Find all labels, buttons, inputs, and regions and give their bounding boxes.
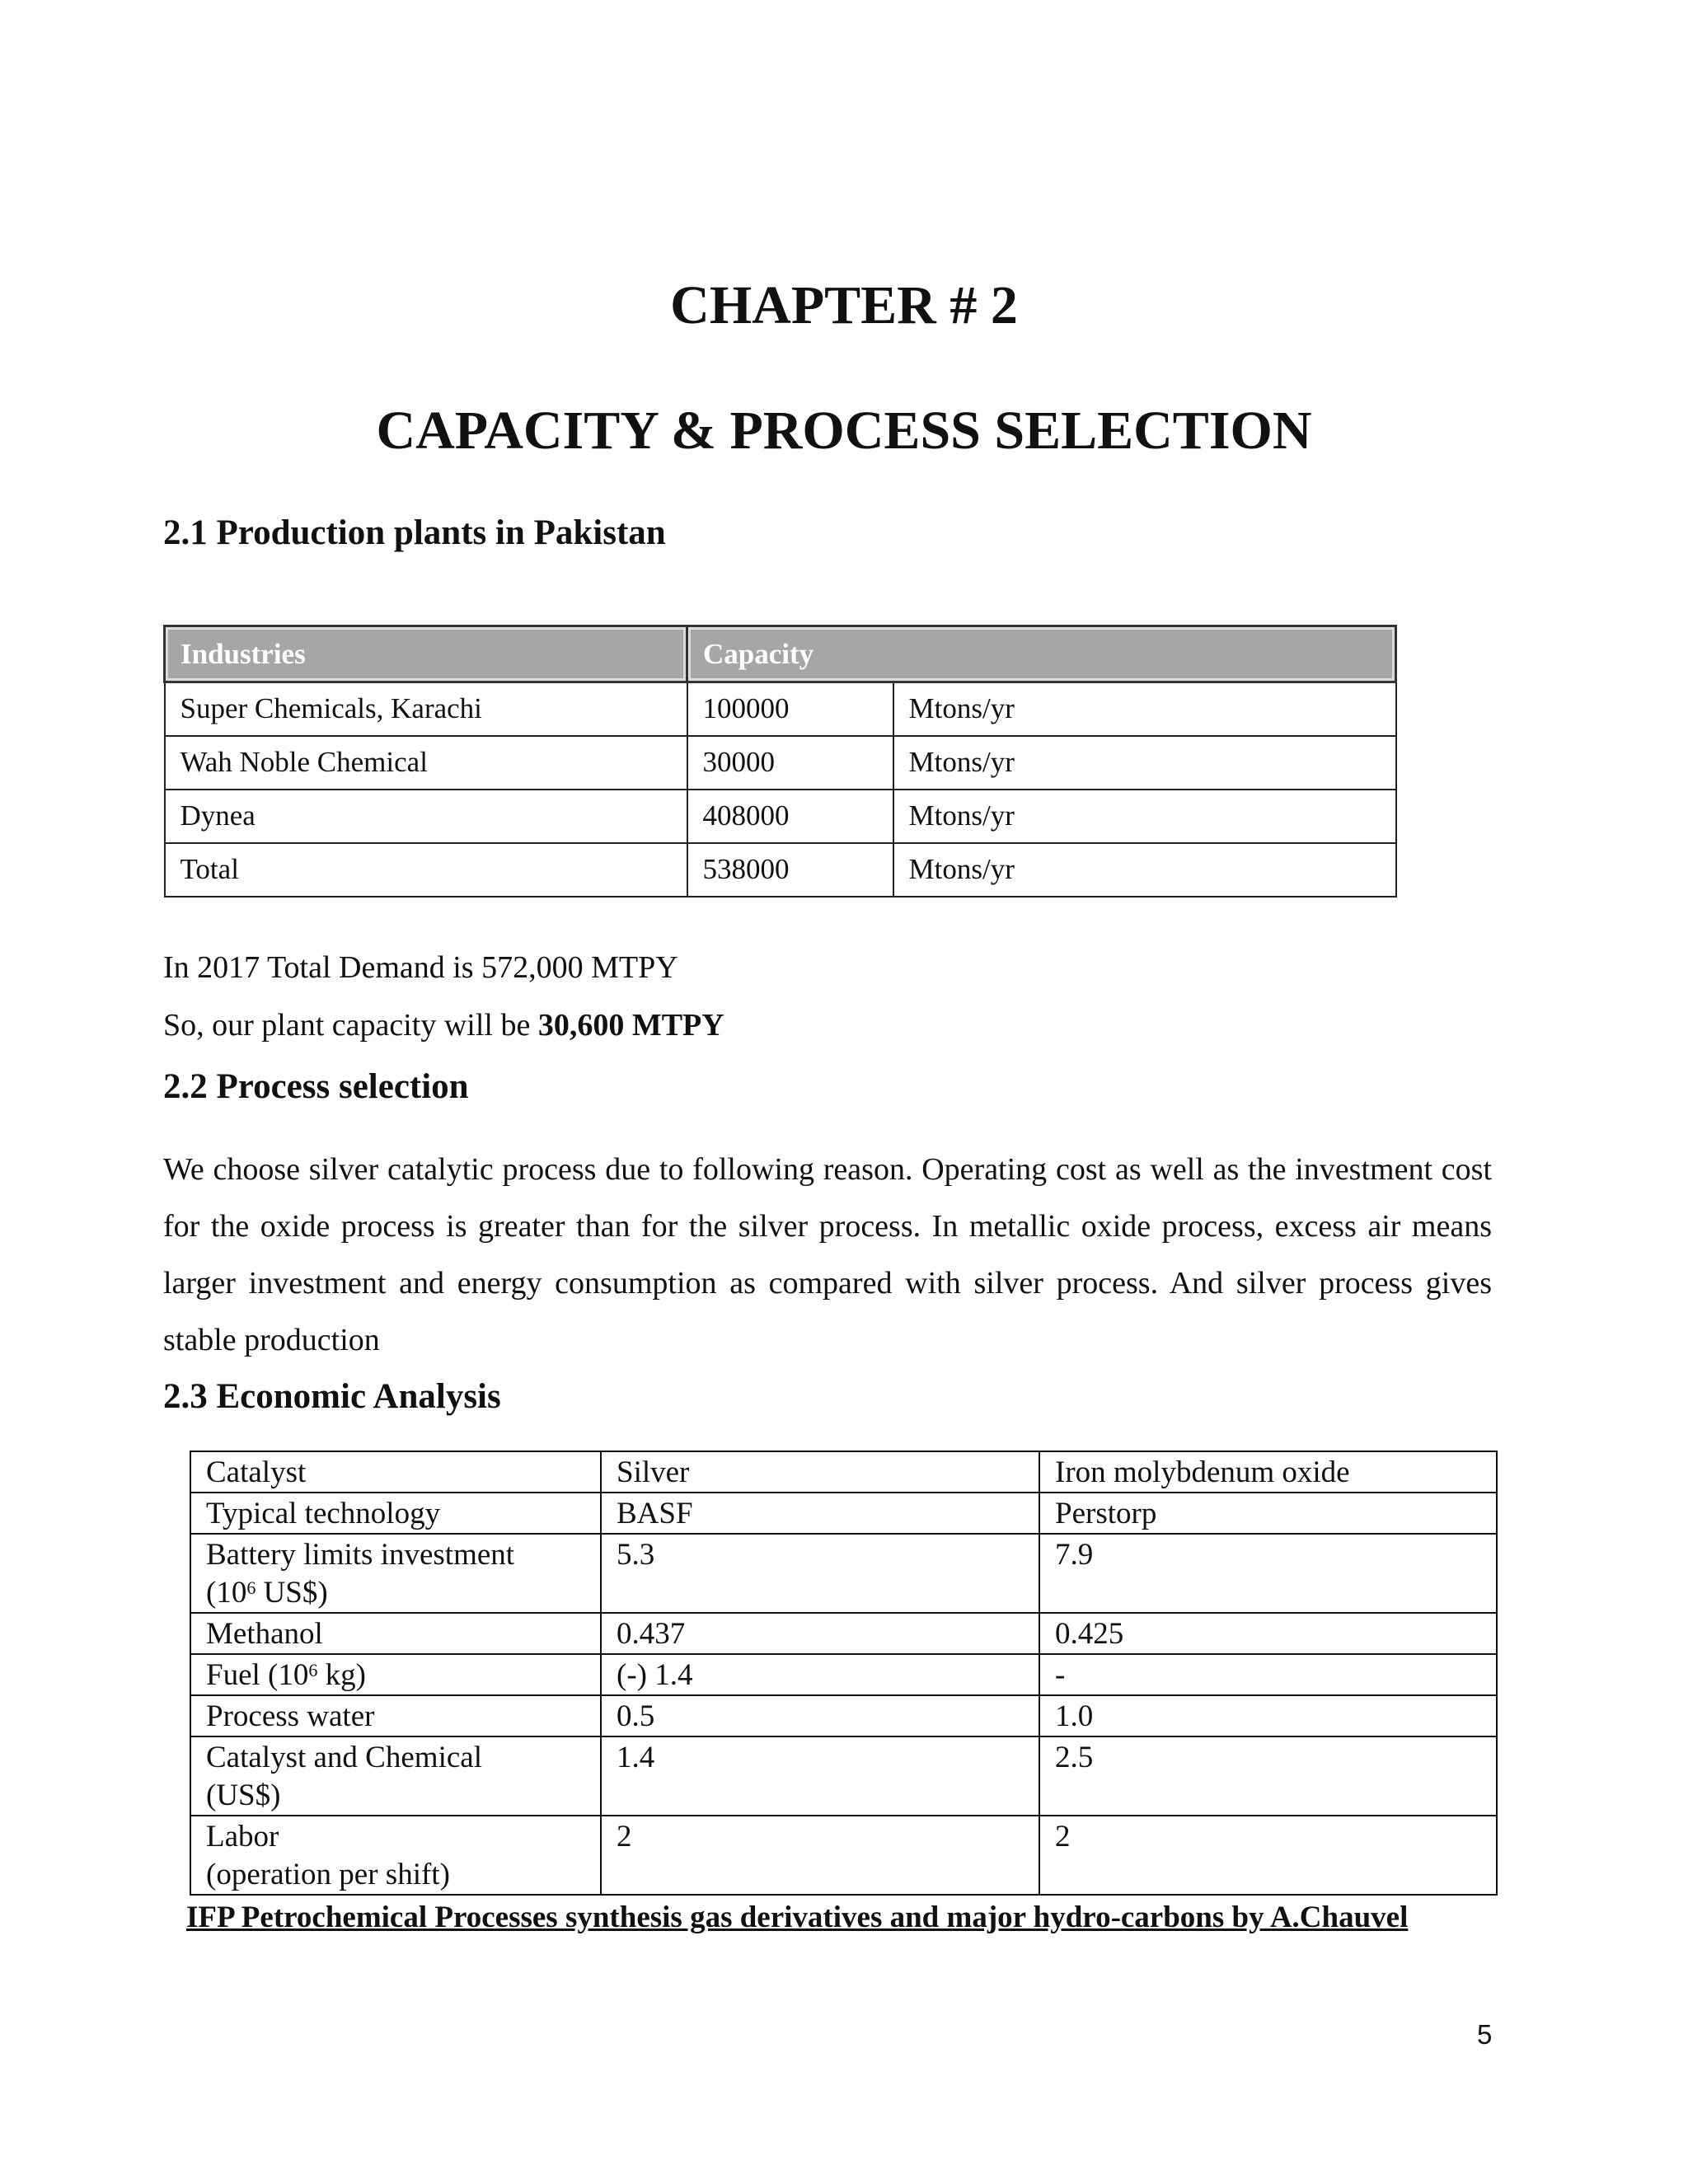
chapter-title: CAPACITY & PROCESS SELECTION <box>376 401 1312 461</box>
silver-cell: 5.3 <box>601 1534 1039 1613</box>
label-cell: Typical technology <box>190 1493 601 1534</box>
table-row <box>190 1654 1497 1695</box>
unit-cell: Mtons/yr <box>893 790 1396 843</box>
label-paren: (10 <box>206 1576 247 1610</box>
capacity-cell: 538000 <box>687 843 893 897</box>
reference-citation: IFP Petrochemical Processes synthesis gas derivatives and major hydro-carbons by A.Chauvel <box>186 1900 1409 1934</box>
silver-cell: 0.5 <box>601 1695 1039 1736</box>
exponent: 6 <box>246 1577 256 1598</box>
label-cell: Process water <box>190 1695 601 1736</box>
unit-cell: Mtons/yr <box>893 682 1396 736</box>
label-cell <box>190 1736 601 1816</box>
table-row <box>190 1816 1497 1895</box>
label-unit: US$) <box>256 1576 328 1610</box>
demand-line: In 2017 Total Demand is 572,000 MTPY <box>163 950 678 985</box>
iron-cell: 2 <box>1039 1816 1497 1895</box>
production-plants-table <box>163 625 1397 898</box>
industry-cell: Super Chemicals, Karachi <box>165 682 687 736</box>
iron-cell: 2.5 <box>1039 1736 1497 1816</box>
capacity-cell: 408000 <box>687 790 893 843</box>
industry-cell: Total <box>165 843 687 897</box>
label-cell <box>190 1816 601 1895</box>
label-cell: Methanol <box>190 1613 601 1654</box>
silver-cell: BASF <box>601 1493 1039 1534</box>
iron-cell: Perstorp <box>1039 1493 1497 1534</box>
section-heading-production-plants: 2.1 Production plants in Pakistan <box>163 513 666 552</box>
table-row <box>190 1534 1497 1613</box>
table-header-row <box>165 626 1396 682</box>
unit-cell: Mtons/yr <box>893 843 1396 897</box>
unit-cell: Mtons/yr <box>893 736 1396 790</box>
label-text: Fuel (10 <box>206 1658 309 1692</box>
iron-cell: Iron molybdenum oxide <box>1039 1451 1497 1493</box>
table-row <box>165 736 1396 790</box>
silver-cell: 0.437 <box>601 1613 1039 1654</box>
label-unit: (US$) <box>206 1779 281 1812</box>
silver-cell: (-) 1.4 <box>601 1654 1039 1695</box>
capacity-value: 30,600 MTPY <box>537 1008 724 1043</box>
table-row <box>190 1613 1497 1654</box>
iron-cell: 0.425 <box>1039 1613 1497 1654</box>
capacity-cell: 100000 <box>687 682 893 736</box>
economic-analysis-table <box>190 1451 1498 1896</box>
capacity-cell: 30000 <box>687 736 893 790</box>
table-row <box>190 1695 1497 1736</box>
label-text: Labor <box>206 1820 279 1854</box>
section-heading-economic-analysis: 2.3 Economic Analysis <box>163 1377 501 1416</box>
header-capacity: Capacity <box>687 626 1396 682</box>
label-unit: kg) <box>317 1658 366 1692</box>
page-number: 5 <box>1477 2019 1493 2050</box>
iron-cell: 7.9 <box>1039 1534 1497 1613</box>
capacity-prefix: So, our plant capacity will be <box>163 1008 538 1043</box>
section-heading-process-selection: 2.2 Process selection <box>163 1067 469 1106</box>
table-row <box>165 843 1396 897</box>
silver-cell: 1.4 <box>601 1736 1039 1816</box>
industry-cell: Dynea <box>165 790 687 843</box>
label-text: Battery limits investment <box>206 1538 515 1572</box>
label-cell <box>190 1534 601 1613</box>
table-row <box>165 790 1396 843</box>
table-row <box>190 1493 1497 1534</box>
label-unit: (operation per shift) <box>206 1858 450 1891</box>
table-row <box>165 682 1396 736</box>
label-cell: Catalyst <box>190 1451 601 1493</box>
iron-cell: - <box>1039 1654 1497 1695</box>
silver-cell: Silver <box>601 1451 1039 1493</box>
chapter-number: CHAPTER # 2 <box>670 275 1018 335</box>
table-row <box>190 1736 1497 1816</box>
exponent: 6 <box>308 1660 318 1680</box>
iron-cell: 1.0 <box>1039 1695 1497 1736</box>
capacity-line <box>163 1010 724 1041</box>
silver-cell: 2 <box>601 1816 1039 1895</box>
industry-cell: Wah Noble Chemical <box>165 736 687 790</box>
process-selection-paragraph: We choose silver catalytic process due to following reason. Operating cost as well as the investment cost for the oxide process is greater than for the silver process. In metallic oxide process, excess air means larger investment and energy consumption as compared with silver process. And silver process gives stable production <box>163 1152 1492 1357</box>
label-cell <box>190 1654 601 1695</box>
header-industries: Industries <box>165 626 687 682</box>
label-text: Catalyst and Chemical <box>206 1741 482 1774</box>
table-row <box>190 1451 1497 1493</box>
